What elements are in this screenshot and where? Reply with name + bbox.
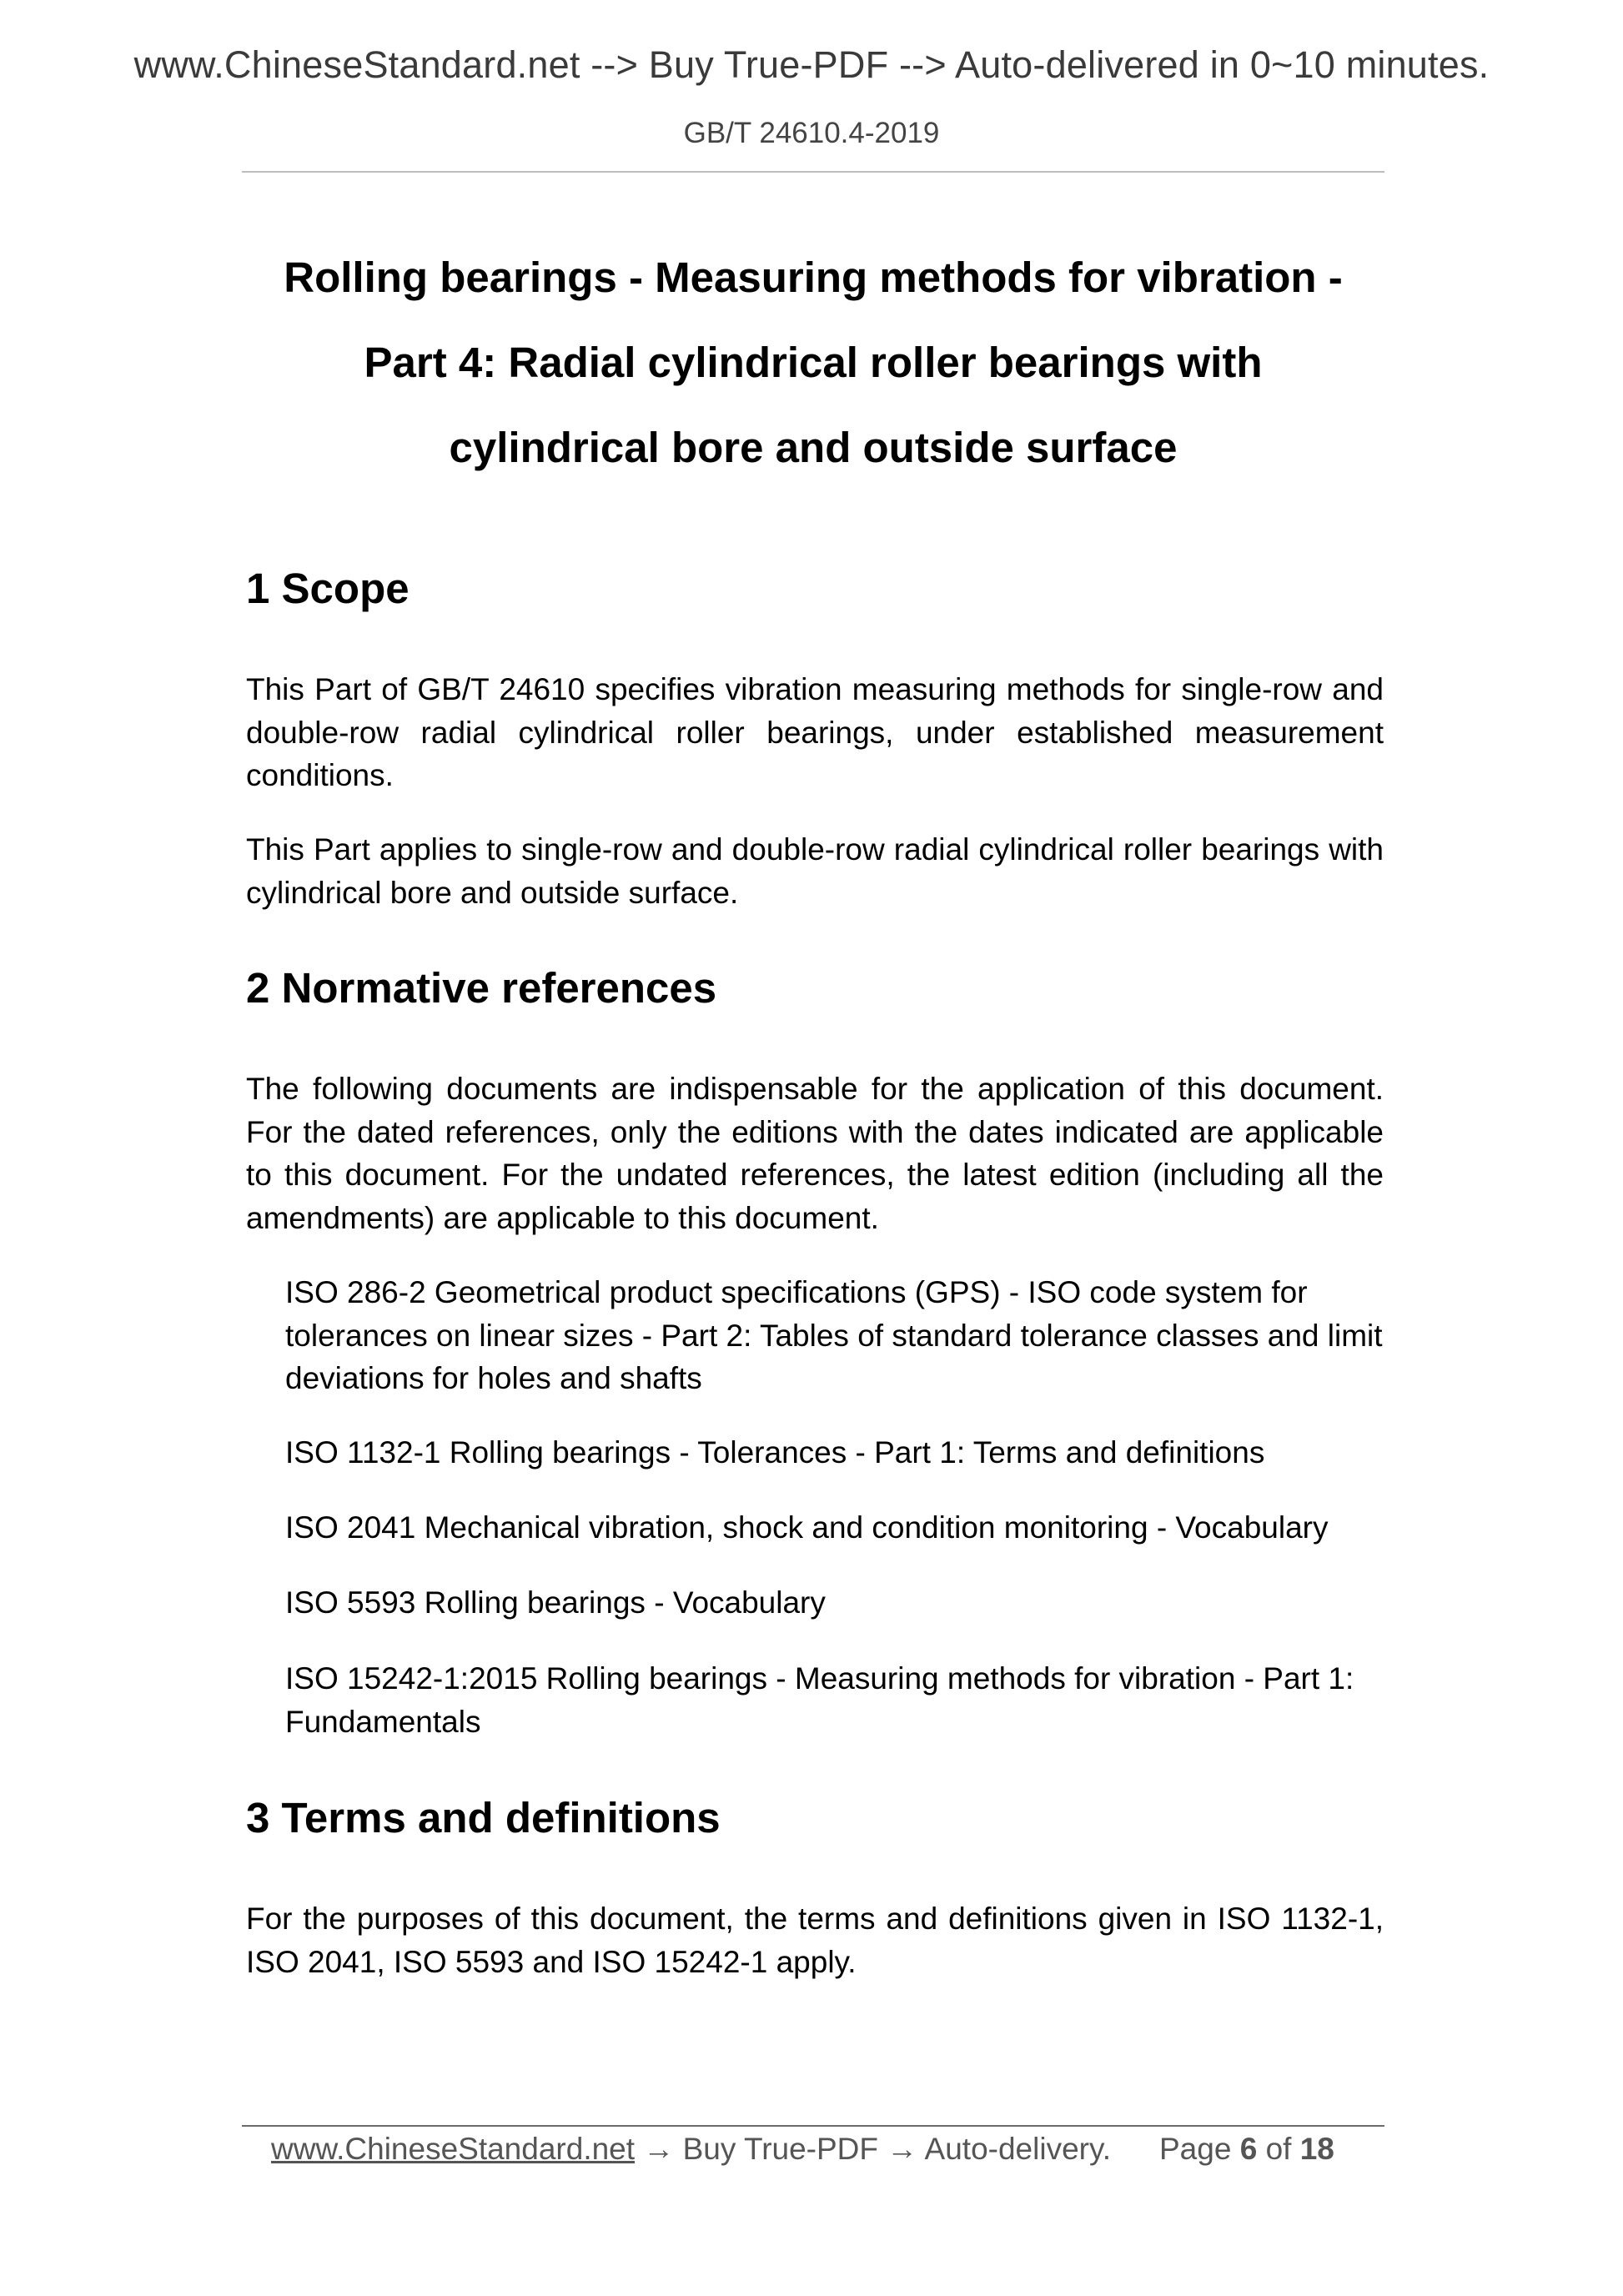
header-divider	[242, 171, 1384, 173]
document-title	[209, 235, 1418, 490]
reference-item: ISO 1132-1 Rolling bearings - Tolerances - Part 1: Terms and definitions	[285, 1435, 1265, 1470]
reference-item: ISO 2041 Mechanical vibration, shock and condition monitoring - Vocabulary	[285, 1510, 1329, 1545]
title-line-2: Part 4: Radial cylindrical roller bearings with	[364, 339, 1263, 386]
title-line-3: cylindrical bore and outside surface	[449, 424, 1178, 471]
arrow-right-icon: →	[887, 2132, 918, 2166]
page-label: Page	[1159, 2132, 1232, 2166]
page-indicator	[1159, 2132, 1334, 2167]
scope-paragraph-2: This Part applies to single-row and double-row radial cylindrical roller bearings with cylindrical bore and outside surface.	[246, 832, 1384, 910]
site-banner: www.ChineseStandard.net --> Buy True-PDF --> Auto-delivered in 0~10 minutes.	[133, 43, 1490, 86]
heading-terms-definitions: 3 Terms and definitions	[246, 1794, 721, 1841]
title-line-1: Rolling bearings - Measuring methods for vibration -	[284, 254, 1343, 301]
of-label: of	[1265, 2132, 1292, 2166]
reference-item: ISO 5593 Rolling bearings - Vocabulary	[285, 1585, 826, 1620]
scope-paragraph-1: This Part of GB/T 24610 specifies vibration measuring methods for single-row and double-row radial cylindrical roller bearings, under established measurement conditions.	[246, 672, 1384, 792]
terms-paragraph: For the purposes of this document, the terms and definitions given in ISO 1132-1, ISO 2041, ISO 5593 and ISO 15242-1 apply.	[246, 1902, 1384, 1979]
page-total: 18	[1299, 2132, 1334, 2166]
standard-code: GB/T 24610.4-2019	[683, 117, 940, 149]
footer-auto-delivery-text: Auto-delivery.	[924, 2132, 1112, 2166]
arrow-right-icon: →	[643, 2132, 675, 2166]
reference-item: ISO 286-2 Geometrical product specifications (GPS) - ISO code system for tolerances on linear sizes - Part 2: Tables of standard tolerance classes and limit deviations for holes and shafts	[285, 1275, 1383, 1395]
normative-intro-paragraph: The following documents are indispensable for the application of this document. For the dated references, only the editions with the dates indicated are applicable to this document. For the undated references, the latest edition (including all the amendments) are applicable to this document.	[246, 1072, 1384, 1235]
heading-normative-references: 2 Normative references	[246, 964, 717, 1012]
reference-item: ISO 15242-1:2015 Rolling bearings - Measuring methods for vibration - Part 1: Fundamentals	[285, 1661, 1354, 1739]
heading-scope: 1 Scope	[246, 565, 410, 612]
footer-buy-text: Buy True-PDF	[682, 2132, 879, 2166]
page-footer	[271, 2132, 1355, 2167]
footer-site-link[interactable]: www.ChineseStandard.net	[271, 2132, 636, 2166]
footer-divider	[242, 2125, 1384, 2127]
page-number: 6	[1239, 2132, 1258, 2166]
